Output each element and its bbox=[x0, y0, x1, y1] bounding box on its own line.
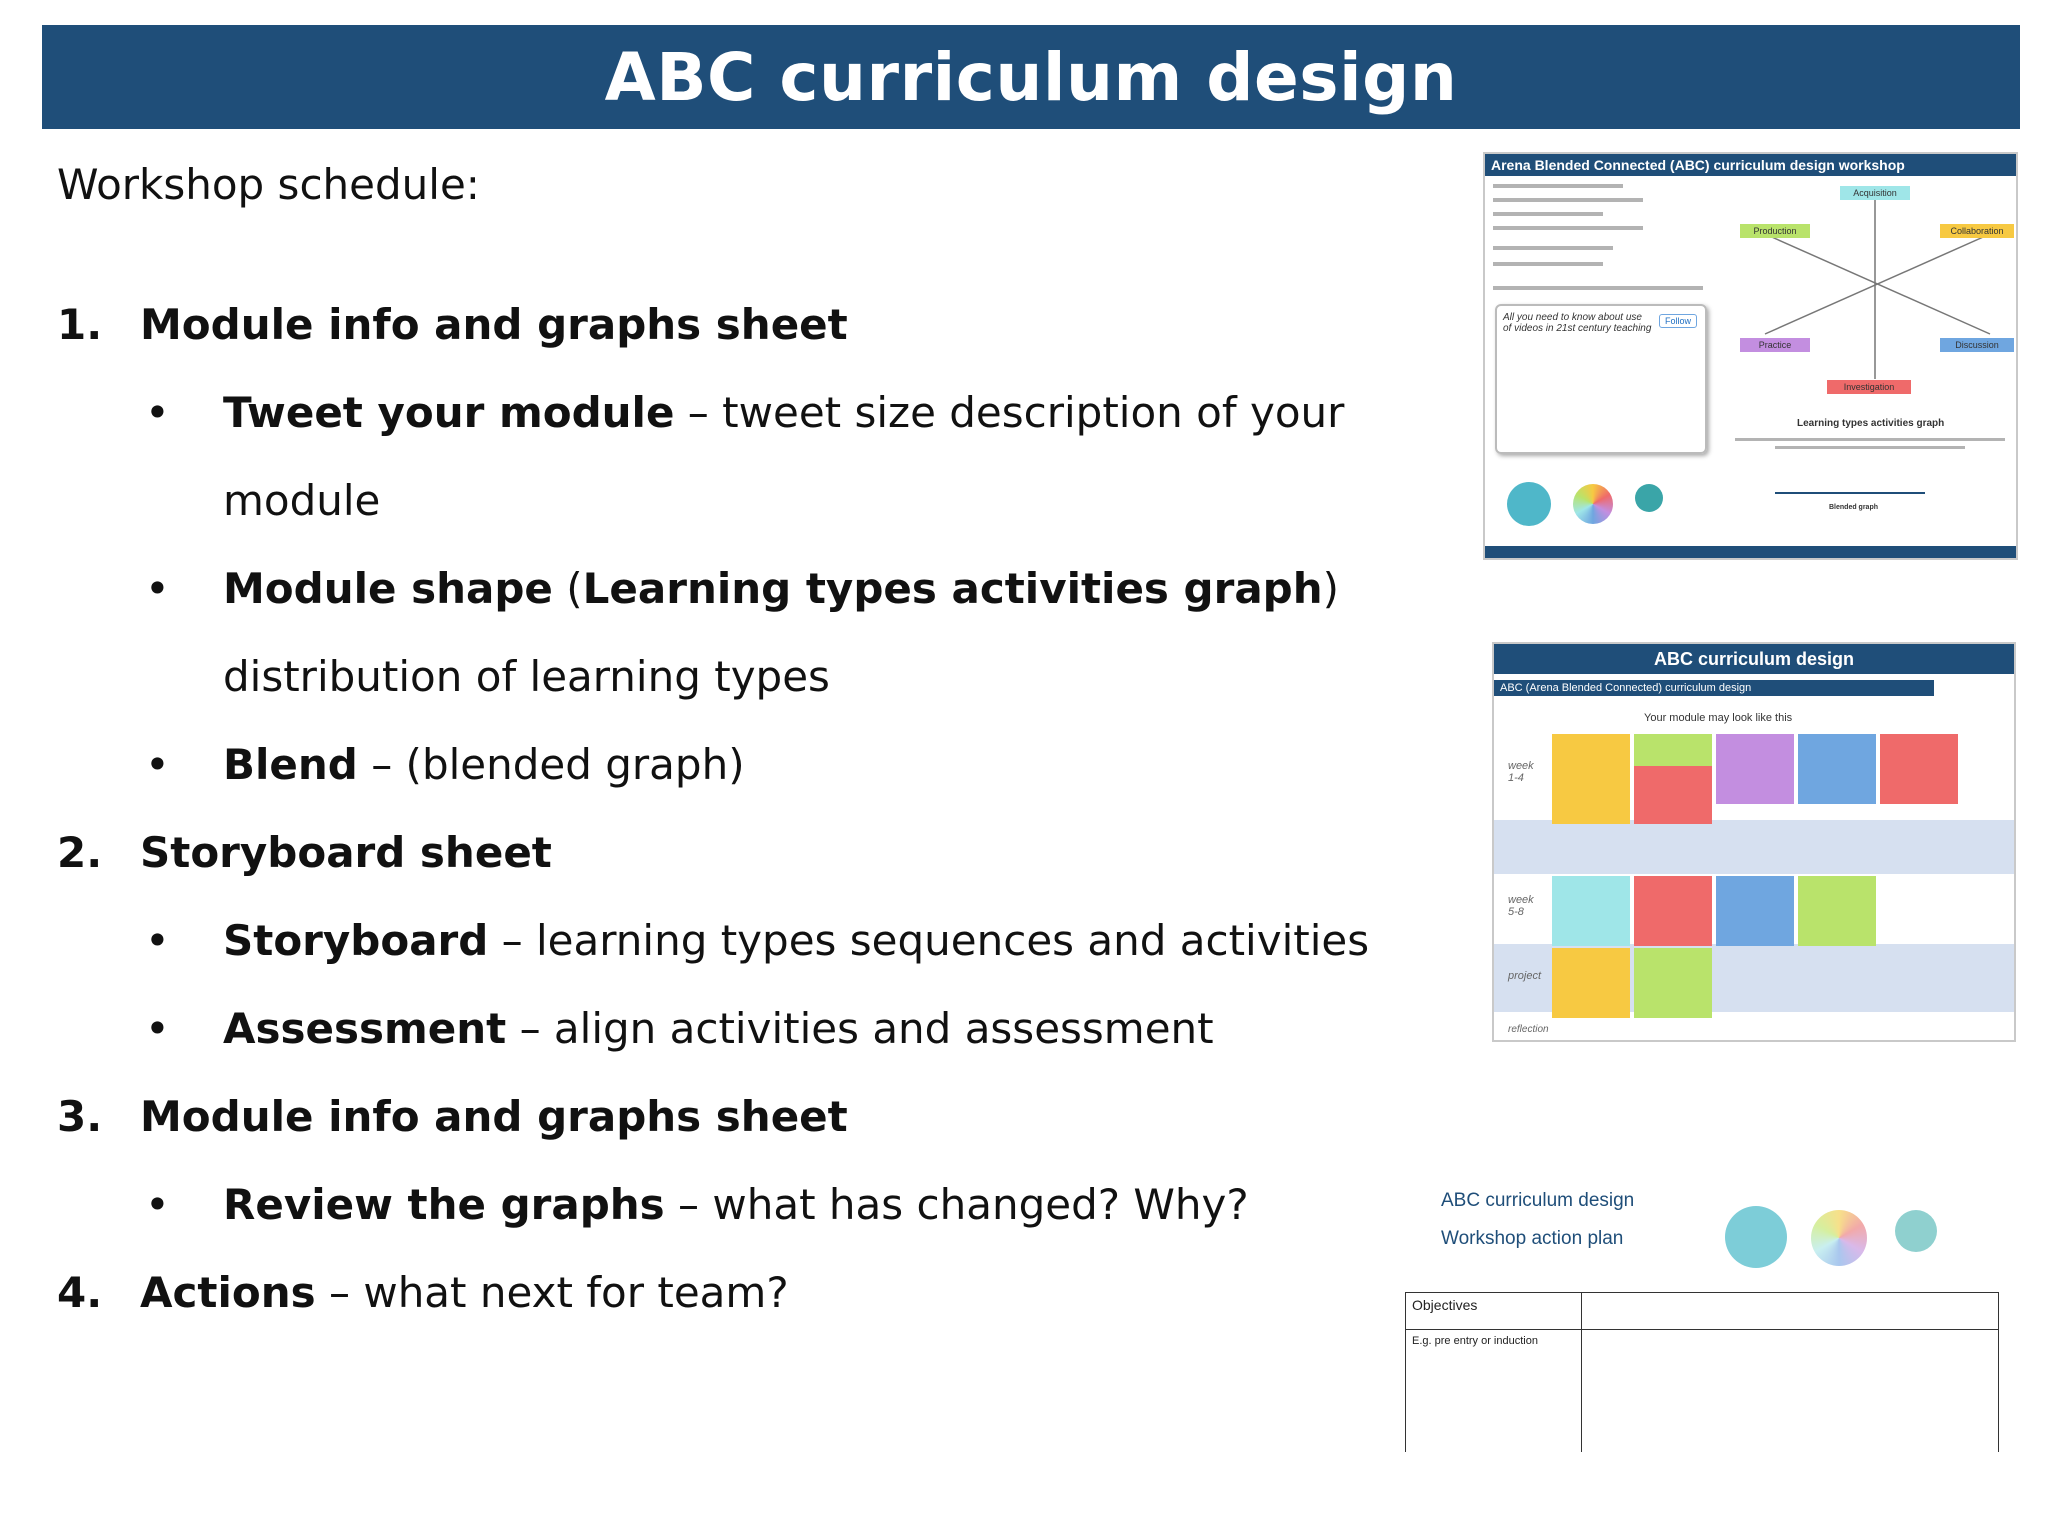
learning-types-graph bbox=[1725, 174, 2015, 404]
blended-learning-logo bbox=[1811, 1210, 1867, 1266]
bullet-bold: Assessment bbox=[223, 1004, 507, 1053]
bullet-bold-2: Learning types activities graph bbox=[582, 564, 1323, 613]
storyboard-card bbox=[1552, 876, 1630, 946]
item-number: 4. bbox=[57, 1268, 103, 1317]
item-text: – what next for team? bbox=[315, 1268, 789, 1317]
storyboard-card bbox=[1716, 734, 1794, 804]
storyboard-card bbox=[1552, 948, 1630, 1018]
module-info-sheet-thumbnail bbox=[1483, 152, 2018, 560]
lt-production: Production bbox=[1740, 224, 1810, 238]
bullet-text: – tweet size description of your module bbox=[223, 388, 1345, 525]
row-label: reflection bbox=[1508, 1024, 1549, 1035]
bullet-tweet-module bbox=[145, 369, 1477, 545]
connected-curriculum-logo bbox=[1895, 1210, 1937, 1252]
blended-learning-logo bbox=[1573, 484, 1613, 524]
form-line bbox=[1493, 286, 1703, 290]
schedule-item-3 bbox=[57, 1073, 1477, 1161]
bullet-text: ( bbox=[552, 564, 583, 613]
storyboard-card bbox=[1716, 876, 1794, 946]
item-number: 2. bbox=[57, 828, 103, 877]
item-label: Module info and graphs sheet bbox=[140, 1092, 848, 1141]
bullet-text: – (blended graph) bbox=[357, 740, 745, 789]
form-line bbox=[1775, 446, 1965, 449]
page-title: ABC curriculum design bbox=[604, 38, 1458, 116]
thumb1-header: Arena Blended Connected (ABC) curriculum design workshop bbox=[1485, 154, 2016, 176]
storyboard-card bbox=[1634, 876, 1712, 946]
lt-acquisition: Acquisition bbox=[1840, 186, 1910, 200]
bullet-text: – learning types sequences and activities bbox=[488, 916, 1370, 965]
bullet-dot: • bbox=[145, 916, 170, 965]
item-label: Actions bbox=[140, 1268, 316, 1317]
form-line bbox=[1493, 262, 1603, 266]
title-bar bbox=[42, 25, 2020, 129]
lt-collaboration: Collaboration bbox=[1940, 224, 2014, 238]
bullet-blend bbox=[145, 721, 1477, 809]
item-number: 1. bbox=[57, 300, 103, 349]
bullet-review-graphs bbox=[145, 1161, 1477, 1249]
bullet-text: ) distribution of learning types bbox=[223, 564, 1340, 701]
lt-discussion: Discussion bbox=[1940, 338, 2014, 352]
bullet-dot: • bbox=[145, 1004, 170, 1053]
bullet-module-shape bbox=[145, 545, 1477, 721]
schedule-heading: Workshop schedule: bbox=[57, 160, 480, 209]
follow-button: Follow bbox=[1659, 314, 1697, 328]
form-line bbox=[1493, 212, 1603, 216]
item-number: 3. bbox=[57, 1092, 103, 1141]
schedule-item-2 bbox=[57, 809, 1477, 897]
row-label: week 1-4 bbox=[1508, 760, 1534, 784]
storyboard-sheet-thumbnail bbox=[1492, 642, 2016, 1042]
form-line bbox=[1493, 246, 1613, 250]
ucl-arena-logo bbox=[1725, 1206, 1787, 1268]
form-line bbox=[1493, 184, 1623, 188]
storyboard-card bbox=[1634, 734, 1712, 766]
storyboard-card bbox=[1552, 734, 1630, 824]
blended-graph-axis bbox=[1775, 492, 1925, 494]
blended-graph-label: Blended graph bbox=[1829, 504, 1879, 511]
ucl-arena-logo bbox=[1507, 482, 1551, 526]
item-label: Storyboard sheet bbox=[140, 828, 552, 877]
connected-curriculum-logo bbox=[1635, 484, 1663, 512]
thumb2-header: ABC curriculum design bbox=[1494, 644, 2014, 674]
form-line bbox=[1493, 226, 1643, 230]
graph-title: Learning types activities graph bbox=[1797, 418, 1945, 429]
form-line bbox=[1735, 438, 2005, 441]
row-label: project bbox=[1508, 970, 1542, 982]
bullet-assessment bbox=[145, 985, 1477, 1073]
action-plan-thumbnail bbox=[1403, 1180, 2003, 1452]
row-label: week 5-8 bbox=[1508, 894, 1534, 918]
bullet-dot: • bbox=[145, 1180, 170, 1229]
tweet-text: All you need to know about use of videos in 21st century teaching bbox=[1503, 312, 1652, 334]
table-column-divider bbox=[1406, 1293, 1582, 1452]
bullet-text: – align activities and assessment bbox=[506, 1004, 1214, 1053]
thumb1-footer bbox=[1485, 546, 2016, 558]
bullet-text: – what has changed? Why? bbox=[664, 1180, 1249, 1229]
bullet-dot: • bbox=[145, 564, 170, 613]
thumb2-caption: Your module may look like this bbox=[1644, 712, 1793, 724]
schedule-item-4 bbox=[57, 1249, 1477, 1337]
table-row-divider bbox=[1406, 1329, 1998, 1330]
storyboard-card bbox=[1634, 948, 1712, 1018]
form-line bbox=[1493, 198, 1643, 202]
bullet-storyboard bbox=[145, 897, 1477, 985]
thumb2-subheader: ABC (Arena Blended Connected) curriculum design bbox=[1494, 680, 1934, 696]
bullet-bold: Module shape bbox=[223, 564, 553, 613]
schedule-item-1 bbox=[57, 281, 1477, 369]
lt-practice: Practice bbox=[1740, 338, 1810, 352]
table-header-objectives: Objectives bbox=[1412, 1297, 1478, 1313]
bullet-bold: Review the graphs bbox=[223, 1180, 665, 1229]
storyboard-card bbox=[1880, 734, 1958, 804]
item-label: Module info and graphs sheet bbox=[140, 300, 848, 349]
bullet-bold: Blend bbox=[223, 740, 358, 789]
table-cell-example: E.g. pre entry or induction bbox=[1412, 1335, 1538, 1347]
storyboard-card bbox=[1798, 734, 1876, 804]
bullet-bold: Storyboard bbox=[223, 916, 489, 965]
workshop-schedule bbox=[57, 160, 1477, 1337]
bullet-dot: • bbox=[145, 388, 170, 437]
action-plan-title: ABC curriculum design bbox=[1441, 1190, 1635, 1211]
lt-investigation: Investigation bbox=[1827, 380, 1911, 394]
action-plan-subtitle: Workshop action plan bbox=[1441, 1228, 1624, 1249]
storyboard-row-2 bbox=[1494, 820, 2016, 874]
bullet-bold: Tweet your module bbox=[223, 388, 675, 437]
storyboard-card bbox=[1798, 876, 1876, 946]
bullet-dot: • bbox=[145, 740, 170, 789]
action-plan-table bbox=[1405, 1292, 1999, 1452]
tweet-card bbox=[1495, 304, 1707, 454]
